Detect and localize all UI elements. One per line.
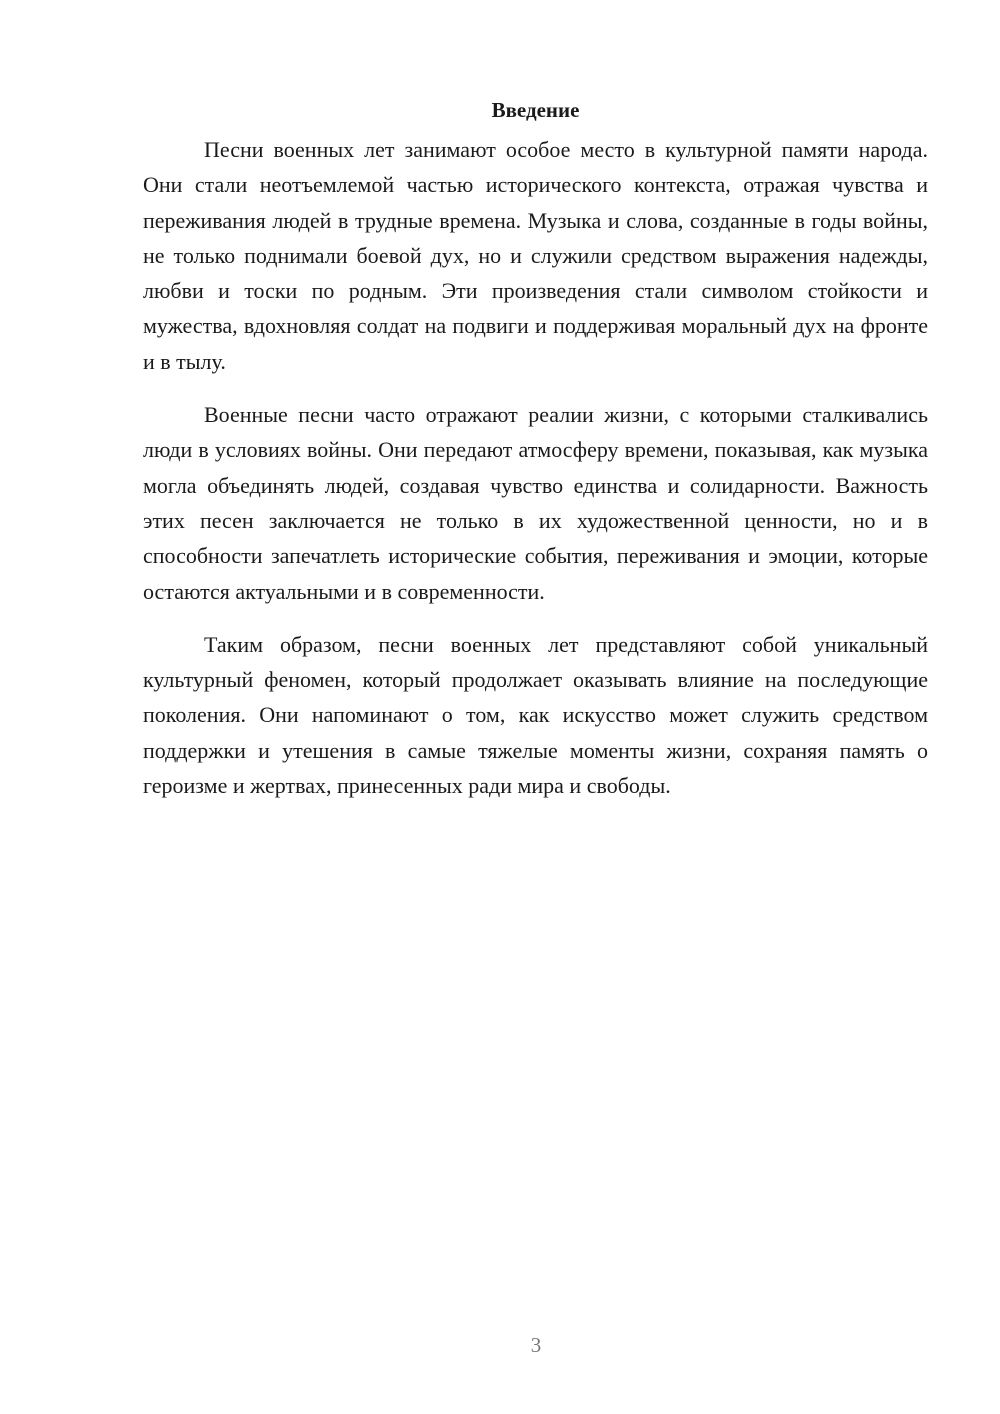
page-content: [143, 93, 928, 821]
paragraph-1: Песни военных лет занимают особое место в культурной памяти народа. Они стали неотъемлемой частью исторического контекста, отражая чувства и переживания людей в трудные времена. Музыка и слова, созданные в годы войны, не только поднимали боевой дух, но и служили средством выражения надежды, любви и тоски по родным. Эти произведения стали символом стойкости и мужества, вдохновляя солдат на подвиги и поддерживая моральный дух на фронте и в тылу.: [143, 137, 928, 374]
paragraph-3: Таким образом, песни военных лет представляют собой уникальный культурный феномен, который продолжает оказывать влияние на последующие поколения. Они напоминают о том, как искусство может служить средством поддержки и утешения в самые тяжелые моменты жизни, сохраняя память о героизме и жертвах, принесенных ради мира и свободы.: [143, 631, 928, 799]
section-title: Введение: [491, 98, 580, 122]
page-number: 3: [530, 1333, 542, 1357]
paragraph-2: Военные песни часто отражают реалии жизни, с которыми сталкивались люди в условиях войны. Они передают атмосферу времени, показывая, как музыка могла объединять людей, создавая чувство единства и солидарности. Важность этих песен заключается не только в их художественной ценности, но и в способности запечатлеть исторические события, переживания и эмоции, которые остаются актуальными и в современности.: [143, 402, 928, 604]
